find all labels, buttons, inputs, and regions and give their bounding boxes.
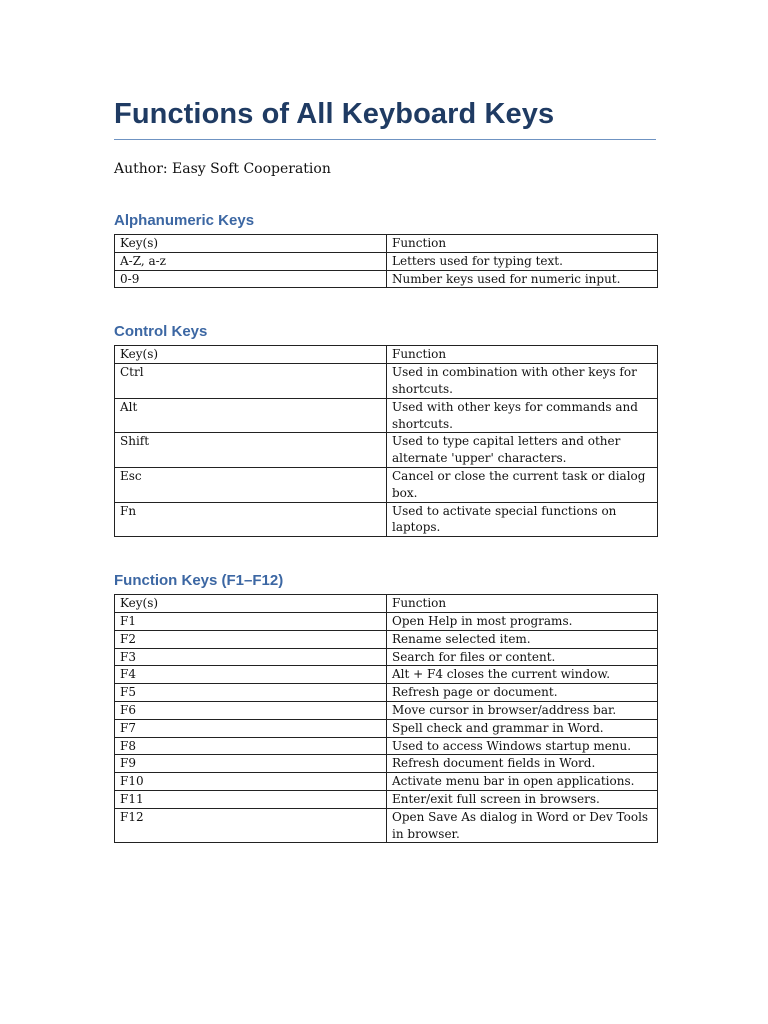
key-cell: Ctrl (115, 364, 387, 399)
table-row (115, 467, 658, 502)
function-cell: Alt + F4 closes the current window. (387, 666, 658, 684)
function-cell: Used to activate special functions on laptops. (387, 502, 658, 537)
function-cell: Used to access Windows startup menu. (387, 737, 658, 755)
table-row (115, 252, 658, 270)
function-cell: Move cursor in browser/address bar. (387, 701, 658, 719)
function-cell: Open Help in most programs. (387, 612, 658, 630)
function-cell: Used with other keys for commands and shortcuts. (387, 398, 658, 433)
key-cell: F10 (115, 773, 387, 791)
table-row (115, 502, 658, 537)
function-cell: Refresh document fields in Word. (387, 755, 658, 773)
table-row (115, 701, 658, 719)
key-function-table (114, 594, 658, 843)
function-cell: Cancel or close the current task or dialog box. (387, 467, 658, 502)
function-cell: Letters used for typing text. (387, 252, 658, 270)
function-cell: Activate menu bar in open applications. (387, 773, 658, 791)
section-heading: Alphanumeric Keys (114, 212, 255, 229)
table-row (115, 630, 658, 648)
table-row (115, 790, 658, 808)
table-row (115, 612, 658, 630)
section (114, 322, 656, 537)
key-cell: F6 (115, 701, 387, 719)
function-cell: Enter/exit full screen in browsers. (387, 790, 658, 808)
table-row (115, 737, 658, 755)
key-cell: Esc (115, 467, 387, 502)
table-row (115, 719, 658, 737)
header-cell-function: Function (387, 235, 658, 253)
table-row (115, 398, 658, 433)
table-row (115, 684, 658, 702)
key-cell: F7 (115, 719, 387, 737)
key-cell: F9 (115, 755, 387, 773)
function-cell: Search for files or content. (387, 648, 658, 666)
key-cell: Alt (115, 398, 387, 433)
key-cell: F4 (115, 666, 387, 684)
key-cell: F1 (115, 612, 387, 630)
header-cell-function: Function (387, 346, 658, 364)
key-cell: F3 (115, 648, 387, 666)
document-title: Functions of All Keyboard Keys (114, 96, 656, 140)
table-row (115, 773, 658, 791)
table-header-row (115, 595, 658, 613)
function-cell: Refresh page or document. (387, 684, 658, 702)
key-cell: F12 (115, 808, 387, 843)
table-row (115, 270, 658, 288)
header-cell-keys: Key(s) (115, 235, 387, 253)
table-header-row (115, 235, 658, 253)
key-function-table (114, 345, 658, 537)
function-cell: Spell check and grammar in Word. (387, 719, 658, 737)
table-row (115, 433, 658, 468)
function-cell: Used to type capital letters and other alternate 'upper' characters. (387, 433, 658, 468)
section (114, 571, 656, 843)
header-cell-keys: Key(s) (115, 346, 387, 364)
header-cell-function: Function (387, 595, 658, 613)
key-cell: 0-9 (115, 270, 387, 288)
function-cell: Number keys used for numeric input. (387, 270, 658, 288)
key-cell: Fn (115, 502, 387, 537)
table-row (115, 364, 658, 399)
section-heading: Control Keys (114, 323, 208, 341)
function-cell: Rename selected item. (387, 630, 658, 648)
document-page (114, 96, 656, 843)
section-heading: Function Keys (F1–F12) (114, 572, 284, 590)
key-function-table (114, 234, 658, 288)
table-row (115, 755, 658, 773)
function-cell: Open Save As dialog in Word or Dev Tools in browser. (387, 808, 658, 843)
table-row (115, 666, 658, 684)
table-header-row (115, 346, 658, 364)
key-cell: F2 (115, 630, 387, 648)
function-cell: Used in combination with other keys for shortcuts. (387, 364, 658, 399)
key-cell: A-Z, a-z (115, 252, 387, 270)
section (114, 211, 656, 288)
table-row (115, 648, 658, 666)
author-line: Author: Easy Soft Cooperation (114, 161, 331, 177)
header-cell-keys: Key(s) (115, 595, 387, 613)
sections-container (114, 211, 656, 843)
key-cell: F5 (115, 684, 387, 702)
key-cell: Shift (115, 433, 387, 468)
key-cell: F8 (115, 737, 387, 755)
table-row (115, 808, 658, 843)
key-cell: F11 (115, 790, 387, 808)
